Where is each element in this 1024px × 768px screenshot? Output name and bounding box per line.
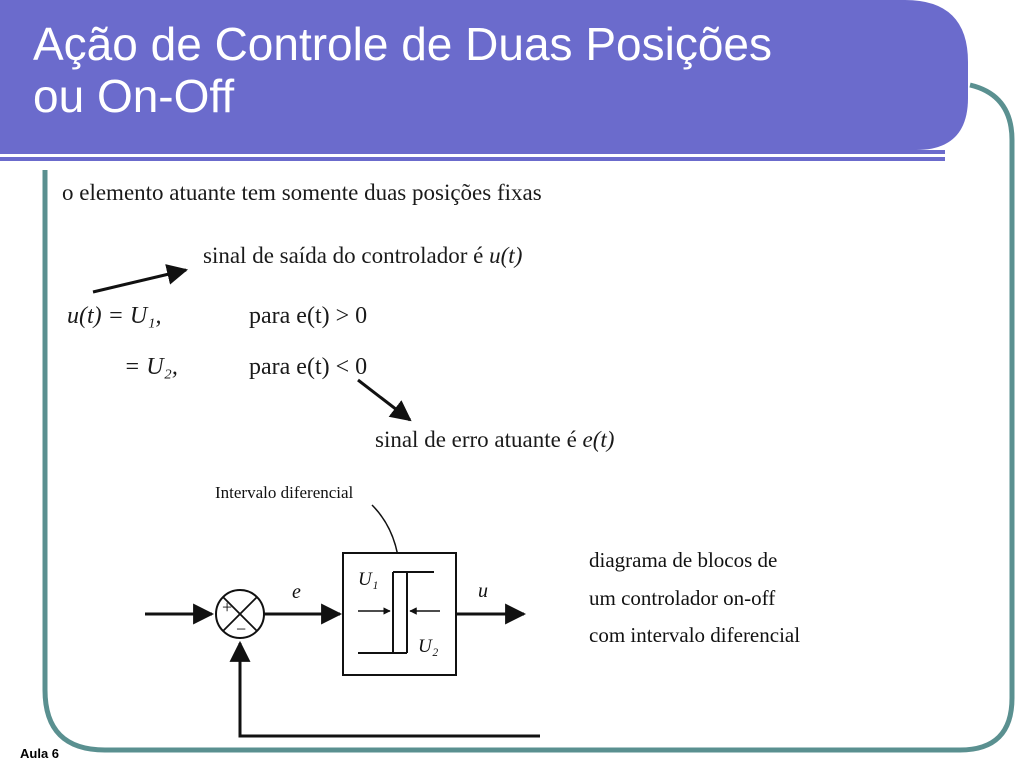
caption-line-2: um controlador on-off (589, 586, 776, 610)
interval-label: Intervalo diferencial (215, 483, 354, 502)
plus-sign: + (222, 597, 233, 617)
caption-line-3: com intervalo diferencial (589, 623, 801, 647)
title-line-2: ou On-Off (33, 70, 235, 122)
minus-sign: − (236, 619, 247, 639)
error-symbol: e(t) (582, 427, 615, 452)
eq1-lhs: u(t) = U₁, (67, 303, 162, 329)
u2-label: U₂ (418, 636, 439, 657)
intro-text: o elemento atuante tem somente duas posições fixas (62, 180, 542, 205)
equation-cond-1: para e(t) > 0 (249, 303, 368, 329)
output-note-text: sinal de saída do controlador é (203, 243, 484, 268)
output-annotation-arrow (93, 270, 186, 292)
footer-label: Aula 6 (20, 746, 60, 761)
error-annotation-arrow (358, 380, 410, 420)
summing-junction (216, 590, 264, 639)
title-line-1: Ação de Controle de Duas Posições (33, 18, 772, 70)
caption-line-1: diagrama de blocos de (589, 548, 778, 572)
output-signal-label: u (478, 580, 488, 602)
output-symbol: u(t) (489, 243, 523, 268)
error-signal-label: e (292, 581, 301, 603)
equation-cond-2: para e(t) < 0 (249, 354, 368, 380)
u1-label: U₁ (358, 569, 379, 590)
error-note-text: sinal de erro atuante é (375, 427, 577, 452)
eq2-lhs: = U₂, (124, 354, 178, 380)
